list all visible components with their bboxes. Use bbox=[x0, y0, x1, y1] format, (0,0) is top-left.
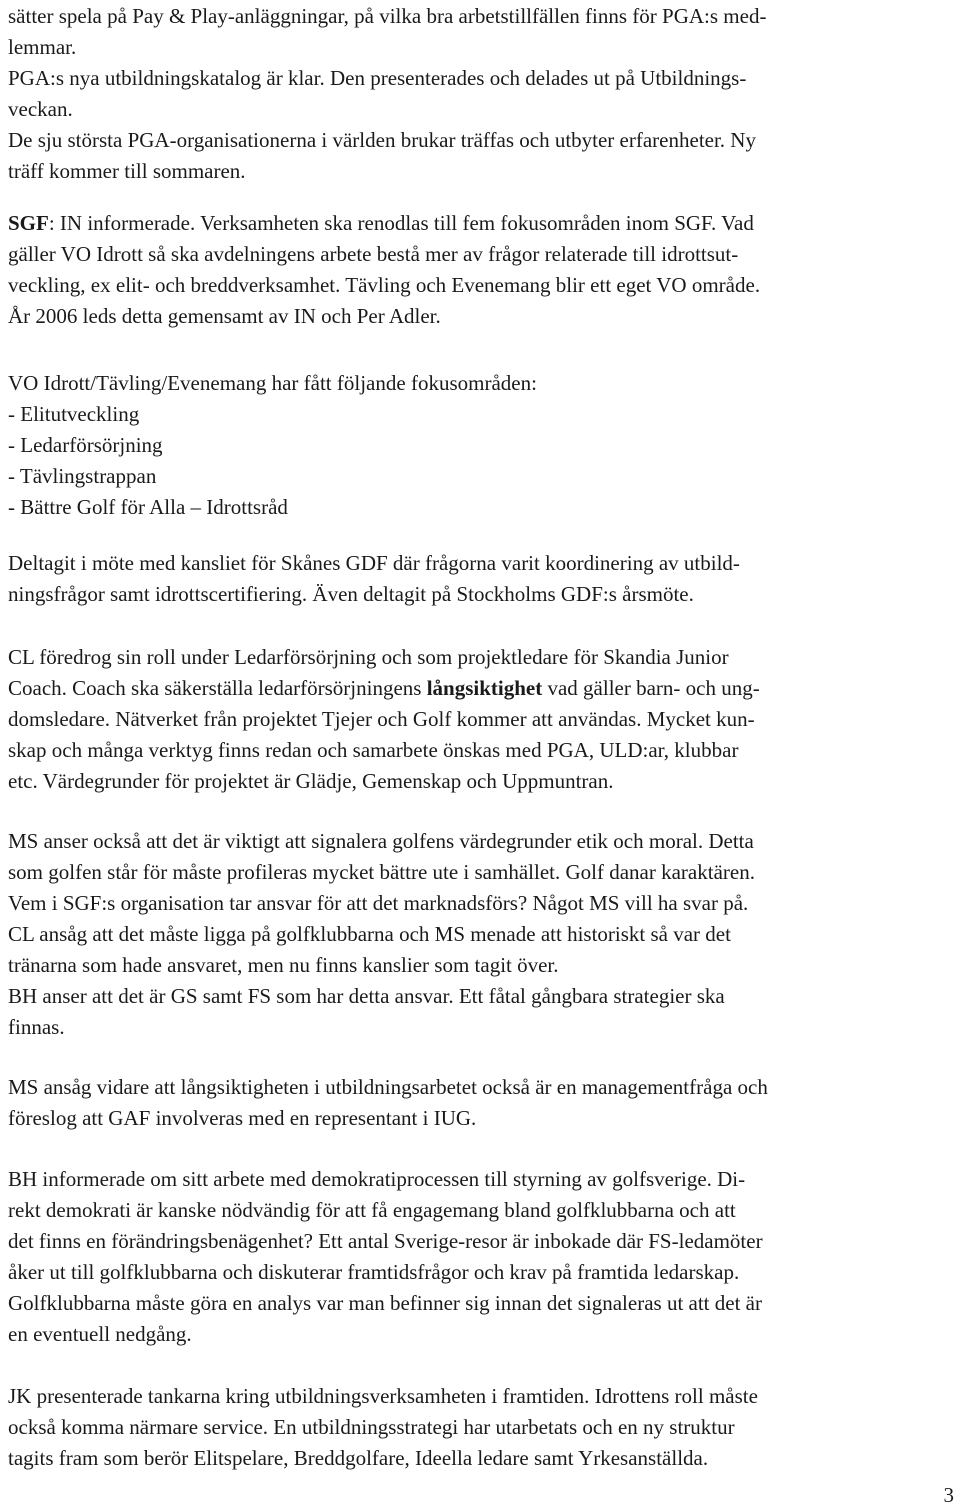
text-line: År 2006 leds detta gemensamt av IN och Per Adler. bbox=[8, 304, 441, 328]
text-line: BH anser att det är GS samt FS som har detta ansvar. Ett fåtal gångbara strategier ska bbox=[8, 984, 725, 1008]
text-line: MS anser också att det är viktigt att signalera golfens värdegrunder etik och moral. Detta bbox=[8, 829, 754, 853]
text-line: sätter spela på Pay & Play-anläggningar, på vilka bra arbetstillfällen finns för PGA:s med- bbox=[8, 4, 767, 28]
paragraph bbox=[8, 1381, 758, 1474]
paragraph bbox=[8, 548, 740, 610]
text-line: finnas. bbox=[8, 1015, 65, 1039]
text-line: lemmar. bbox=[8, 35, 77, 59]
text-line: skap och många verktyg finns redan och samarbete önskas med PGA, ULD:ar, klubbar bbox=[8, 738, 739, 762]
text-line: veckling, ex elit- och breddverksamhet. Tävling och Evenemang blir ett eget VO område. bbox=[8, 273, 761, 297]
paragraph bbox=[8, 1072, 768, 1134]
text-line: gäller VO Idrott så ska avdelningens arbete bestå mer av frågor relaterade till idrottsut- bbox=[8, 242, 739, 266]
paragraph bbox=[8, 368, 537, 523]
text-line: en eventuell nedgång. bbox=[8, 1322, 192, 1346]
text-line: PGA:s nya utbildningskatalog är klar. Den presenterades och delades ut på Utbildnings- bbox=[8, 66, 747, 90]
text-line: det finns en förändringsbenägenhet? Ett antal Sverige-resor är inbokade där FS-ledamöter bbox=[8, 1229, 763, 1253]
text-line: domsledare. Nätverket från projektet Tjejer och Golf kommer att användas. Mycket kun- bbox=[8, 707, 755, 731]
text-line: etc. Värdegrunder för projektet är Glädje, Gemenskap och Uppmuntran. bbox=[8, 769, 614, 793]
text-line: - Ledarförsörjning bbox=[8, 433, 163, 457]
text-line: tagits fram som berör Elitspelare, Breddgolfare, Ideella ledare samt Yrkesanställda. bbox=[8, 1446, 709, 1470]
text-line: MS ansåg vidare att långsiktigheten i utbildningsarbetet också är en managementfråga och bbox=[8, 1075, 768, 1099]
text-line: också komma närmare service. En utbildningsstrategi har utarbetats och en ny struktur bbox=[8, 1415, 735, 1439]
text-line: - Tävlingstrappan bbox=[8, 464, 157, 488]
text-line: De sju största PGA-organisationerna i världen brukar träffas och utbyter erfarenheter. Ny bbox=[8, 128, 756, 152]
text-line: Deltagit i möte med kansliet för Skånes GDF där frågorna varit koordinering av utbild- bbox=[8, 551, 740, 575]
text-line: åker ut till golfklubbarna och diskuterar framtidsfrågor och krav på framtida ledarskap. bbox=[8, 1260, 740, 1284]
text-line: VO Idrott/Tävling/Evenemang har fått följande fokusområden: bbox=[8, 371, 537, 395]
text-line: träff kommer till sommaren. bbox=[8, 159, 246, 183]
paragraph bbox=[8, 208, 760, 332]
text-line: Golfklubbarna måste göra en analys var man befinner sig innan det signaleras ut att det är bbox=[8, 1291, 762, 1315]
text-line: SGF: IN informerade. Verksamheten ska renodlas till fem fokusområden inom SGF. Vad bbox=[8, 211, 754, 235]
text-line: CL föredrog sin roll under Ledarförsörjning och som projektledare för Skandia Junior bbox=[8, 645, 729, 669]
text-line: ningsfrågor samt idrottscertifiering. Även deltagit på Stockholms GDF:s årsmöte. bbox=[8, 582, 694, 606]
text-line: JK presenterade tankarna kring utbildningsverksamheten i framtiden. Idrottens roll måste bbox=[8, 1384, 758, 1408]
paragraph bbox=[8, 1164, 763, 1350]
text-line: föreslog att GAF involveras med en representant i IUG. bbox=[8, 1106, 477, 1130]
paragraph bbox=[8, 642, 760, 797]
text-line: BH informerade om sitt arbete med demokratiprocessen till styrning av golfsverige. Di- bbox=[8, 1167, 746, 1191]
text-line: tränarna som hade ansvaret, men nu finns kanslier som tagit över. bbox=[8, 953, 559, 977]
text-line: veckan. bbox=[8, 97, 73, 121]
text-line: Coach. Coach ska säkerställa ledarförsörjningens långsiktighet vad gäller barn- och ung- bbox=[8, 676, 760, 700]
text-line: Vem i SGF:s organisation tar ansvar för att det marknadsförs? Något MS vill ha svar på. bbox=[8, 891, 749, 915]
page-number: 3 bbox=[943, 1483, 954, 1507]
text-line: - Elitutveckling bbox=[8, 402, 140, 426]
text-line: som golfen står för måste profileras mycket bättre ute i samhället. Golf danar karaktären. bbox=[8, 860, 755, 884]
paragraph bbox=[8, 826, 755, 1043]
text-line: - Bättre Golf för Alla – Idrottsråd bbox=[8, 495, 288, 519]
text-line: rekt demokrati är kanske nödvändig för att få engagemang bland golfklubbarna och att bbox=[8, 1198, 736, 1222]
text-line: CL ansåg att det måste ligga på golfklubbarna och MS menade att historiskt så var det bbox=[8, 922, 731, 946]
paragraph bbox=[8, 1, 766, 187]
